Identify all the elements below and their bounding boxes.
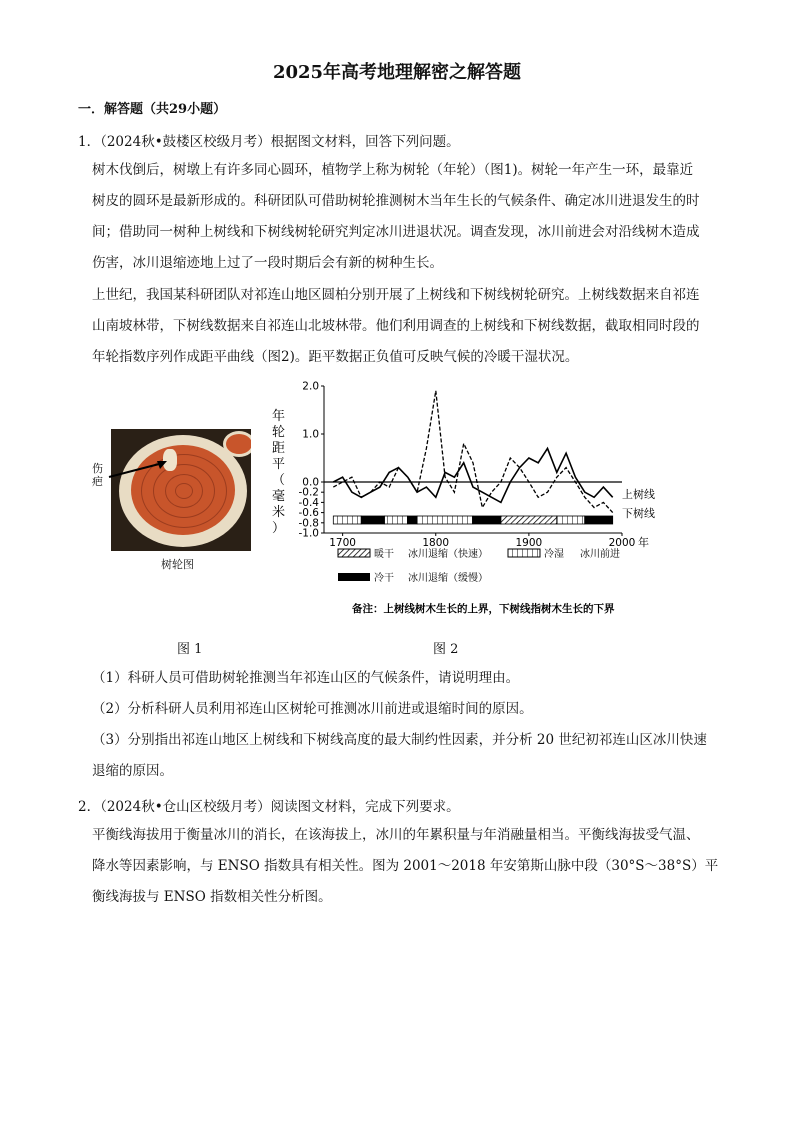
y-axis-label-char: 年 bbox=[272, 409, 286, 424]
lower-treeline-label: 下树线 bbox=[622, 507, 655, 520]
y-axis-label-char: 距 bbox=[272, 441, 286, 456]
y-tick-label: -0.6 bbox=[298, 507, 319, 520]
y-axis-label bbox=[272, 408, 285, 536]
climate-band bbox=[333, 516, 361, 524]
text-line: 衡线海拔与 ENSO 指数相关性分析图。 bbox=[92, 889, 332, 905]
y-axis-ticks bbox=[299, 381, 325, 540]
text-line: 山南坡林带，下树线数据来自祁连山北坡林带。他们利用调查的上树线和下树线数据，截取相同时段的 bbox=[92, 318, 700, 334]
section-heading: 一．解答题（共29小题） bbox=[78, 102, 227, 117]
legend-fast-retreat: 冰川退缩（快速） bbox=[408, 549, 488, 560]
y-tick-label: -0.8 bbox=[298, 517, 319, 530]
legend-swatch-cold-wet bbox=[508, 549, 540, 557]
climate-band bbox=[501, 516, 557, 524]
climate-band bbox=[385, 516, 408, 524]
question-1-paragraph-1 bbox=[92, 155, 722, 279]
x-tick-label: 1800 bbox=[422, 537, 450, 549]
tree-ring bbox=[175, 483, 193, 499]
y-axis-label-char: （ bbox=[272, 473, 286, 488]
climate-band-strip bbox=[333, 516, 612, 524]
legend-cold-wet: 冷湿 bbox=[544, 549, 564, 560]
text-line: 平衡线海拔用于衡量冰川的消长，在该海拔上，冰川的年累积量与年消融量相当。平衡线海拔受气温、 bbox=[92, 827, 700, 843]
climate-band bbox=[408, 516, 417, 524]
y-axis-label-char: 平 bbox=[272, 457, 286, 472]
text-line: 间；借助同一树种上树线和下树线树轮研究判定冰川进退状况。调查发现，冰川前进会对沿线树木造成 bbox=[92, 224, 700, 240]
climate-band bbox=[557, 516, 585, 524]
y-tick-label: -1.0 bbox=[298, 527, 319, 540]
y-axis-label-char: 毫 bbox=[272, 489, 286, 504]
subquestion-3-cont: 退缩的原因。 bbox=[92, 763, 173, 779]
x-axis-ticks bbox=[329, 533, 649, 549]
legend-slow-retreat: 冰川退缩（缓慢） bbox=[408, 573, 488, 584]
question-1-subquestions bbox=[92, 663, 722, 787]
x-tick-label: 1900 bbox=[515, 537, 543, 549]
question-2-paragraph bbox=[92, 820, 722, 913]
figure-1-label: 图 1 bbox=[177, 642, 203, 657]
y-tick-label: -0.2 bbox=[298, 486, 319, 499]
branch-section bbox=[223, 431, 251, 457]
legend-swatch-warm-dry bbox=[338, 549, 370, 557]
page-title: 2025年高考地理解密之解答题 bbox=[272, 62, 522, 83]
question-1-paragraph-2 bbox=[92, 280, 722, 373]
subquestion-1: （1）科研人员可借助树轮推测当年祁连山区的气候条件，请说明理由。 bbox=[92, 670, 520, 686]
y-tick-label: 0.0 bbox=[302, 476, 319, 489]
scar-label bbox=[92, 462, 103, 488]
scar-label-line: 伤 bbox=[92, 462, 103, 475]
legend-swatch-cold-dry bbox=[338, 573, 370, 581]
text-line: 上世纪，我国某科研团队对祁连山地区圆柏分别开展了上树线和下树线树轮研究。上树线数据来自祁连 bbox=[92, 287, 700, 303]
subquestion-2: （2）分析科研人员利用祁连山区树轮可推测冰川前进或退缩时间的原因。 bbox=[92, 701, 533, 717]
figure-2-label: 图 2 bbox=[433, 642, 459, 657]
legend-warm-dry: 暖干 bbox=[374, 549, 394, 560]
climate-band bbox=[585, 516, 613, 524]
text-line: 年轮指数序列作成距平曲线（图2)。距平数据正负值可反映气候的冷暖干湿状况。 bbox=[92, 349, 579, 365]
text-line: 树皮的圆环是最新形成的。科研团队可借助树轮推测树木当年生长的气候条件、确定冰川进退发生的时 bbox=[92, 193, 700, 209]
scar-label-line: 疤 bbox=[92, 475, 103, 488]
x-tick-label: 2000 bbox=[608, 537, 636, 549]
scar-arrow-icon bbox=[105, 455, 175, 485]
upper-treeline-label: 上树线 bbox=[622, 488, 655, 501]
tree-ring-caption: 树轮图 bbox=[161, 558, 194, 571]
text-line: 降水等因素影响，与 ENSO 指数具有相关性。图为 2001～2018 年安第斯山脉中段（30°S～38°S）平 bbox=[92, 858, 719, 874]
ring-anomaly-chart bbox=[262, 376, 662, 626]
y-axis-label-char: 米 bbox=[272, 505, 286, 520]
y-tick-label: -0.4 bbox=[298, 496, 319, 509]
text-line: 树木伐倒后，树墩上有许多同心圆环，植物学上称为树轮（年轮）（图1)。树轮一年产生一环，最靠近 bbox=[92, 162, 694, 178]
question-2-head: 2．（2024秋•仓山区校级月考）阅读图文材料，完成下列要求。 bbox=[78, 799, 460, 815]
legend-advance: 冰川前进 bbox=[580, 549, 620, 560]
climate-band bbox=[417, 516, 473, 524]
text-line: 伤害，冰川退缩迹地上过了一段时期后会有新的树种生长。 bbox=[92, 255, 443, 271]
climate-band bbox=[361, 516, 384, 524]
subquestion-3: （3）分别指出祁连山地区上树线和下树线高度的最大制约性因素，并分析 20 世纪初祁连山区冰川快速 bbox=[92, 732, 707, 748]
x-axis-unit: 年 bbox=[638, 536, 649, 549]
tree-ring-photo bbox=[111, 429, 251, 551]
chart-note: 备注：上树线树木生长的上界，下树线指树木生长的下界 bbox=[352, 603, 615, 615]
climate-band bbox=[473, 516, 501, 524]
y-tick-label: 1.0 bbox=[302, 428, 319, 441]
question-1-head: 1．（2024秋•鼓楼区校级月考）根据图文材料，回答下列问题。 bbox=[78, 134, 460, 150]
legend bbox=[338, 547, 620, 584]
upper-treeline-series bbox=[333, 448, 612, 502]
y-axis-label-char: 轮 bbox=[272, 425, 286, 440]
y-axis-label-char: ） bbox=[272, 521, 286, 536]
y-tick-label: 2.0 bbox=[302, 380, 319, 393]
lower-treeline-series bbox=[333, 391, 612, 513]
legend-cold-dry: 冷干 bbox=[374, 573, 394, 584]
x-tick-label: 1700 bbox=[329, 537, 356, 549]
